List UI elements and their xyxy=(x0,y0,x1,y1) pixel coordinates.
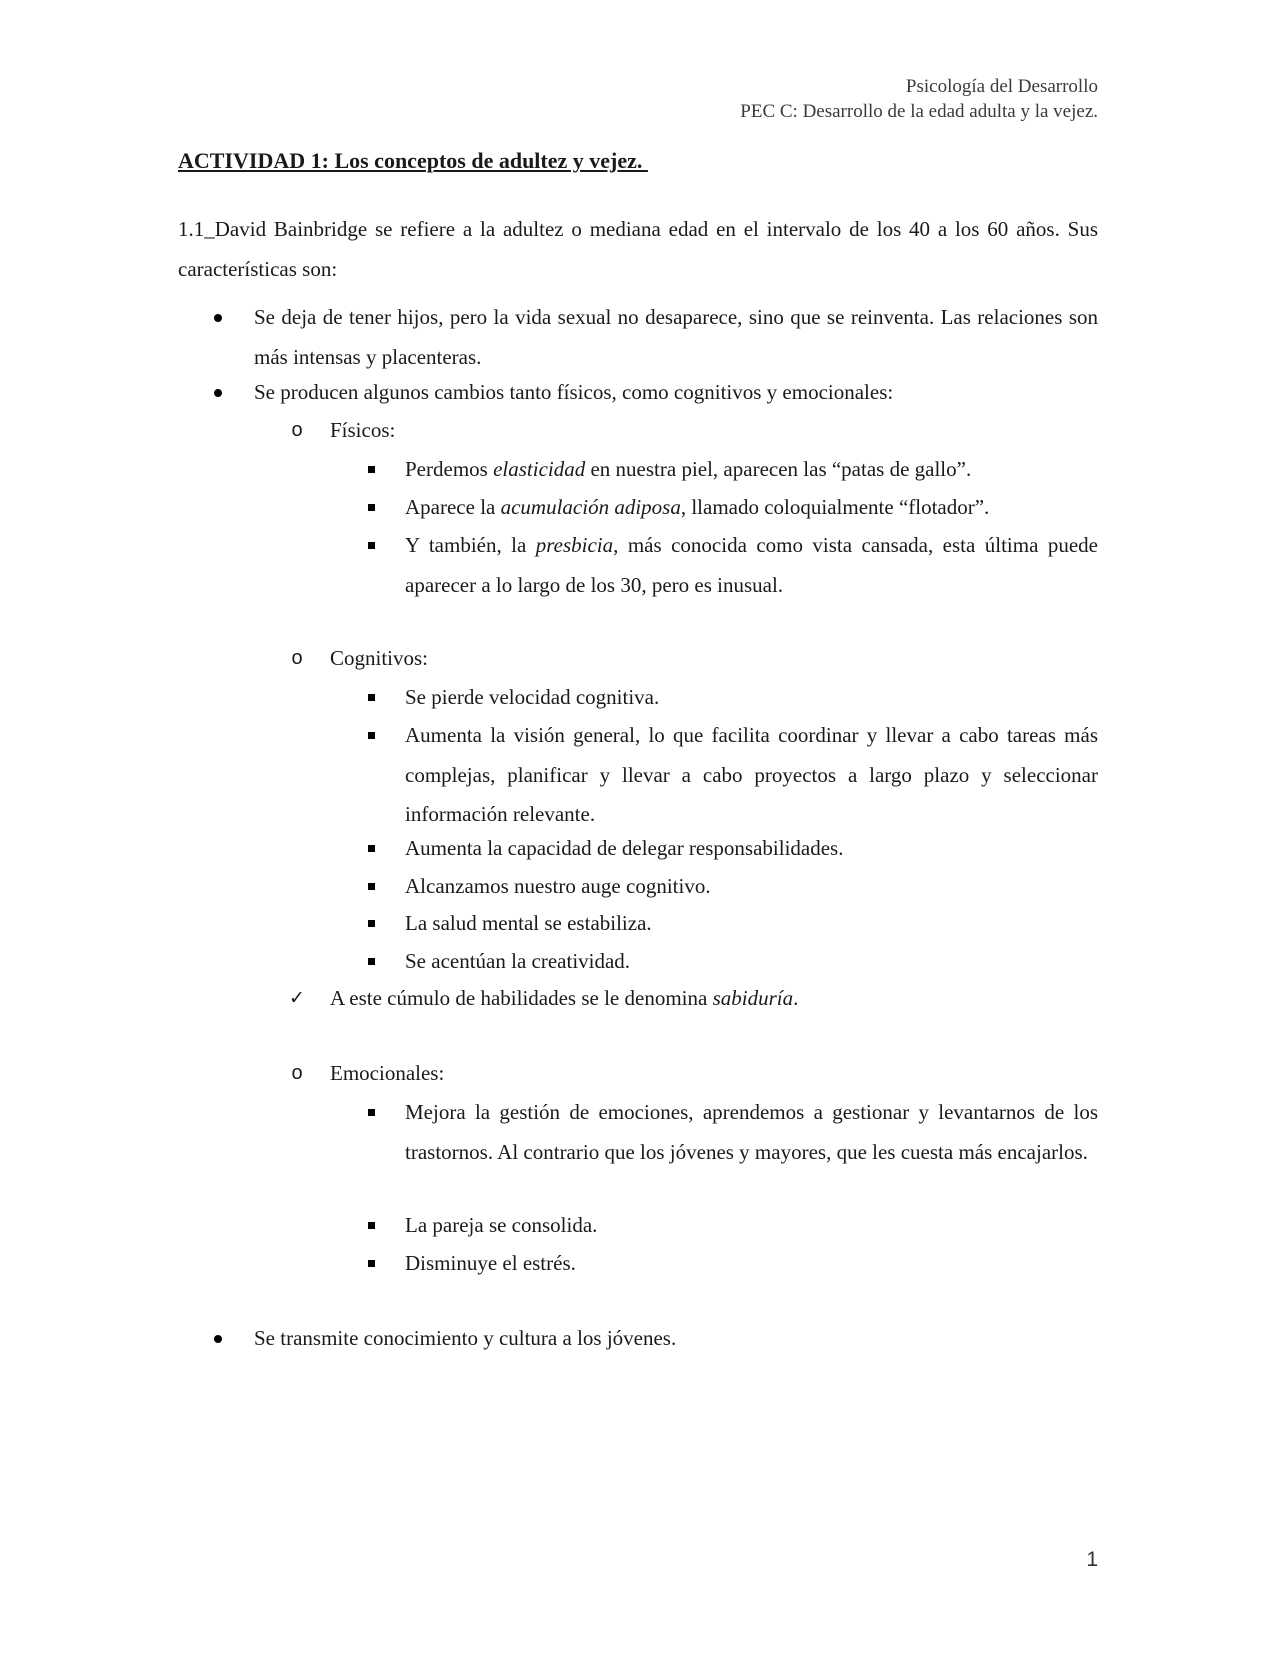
activity-title: ACTIVIDAD 1: Los conceptos de adultez y vejez. xyxy=(178,148,648,173)
sub-bullet-circle-icon: o xyxy=(291,419,303,441)
bullet-item: Se transmite conocimiento y cultura a los jóvenes. xyxy=(254,1326,677,1350)
list-item: Se pierde velocidad cognitiva. xyxy=(405,685,660,709)
page-number: 1 xyxy=(1086,1548,1098,1571)
subheading-fisicos: Físicos: xyxy=(330,418,396,442)
checkmark-icon: ✓ xyxy=(289,987,305,1009)
list-item: Mejora la gestión de emociones, aprendemos a gestionar y levantarnos de los trastornos. Al contrario que los jóvenes y mayores, que les cuesta más encajarlos. xyxy=(405,1100,1098,1164)
sub-bullet-circle-icon: o xyxy=(291,1062,303,1084)
sub-bullet-circle-icon: o xyxy=(291,647,303,669)
bullet-item: Se deja de tener hijos, pero la vida sexual no desaparece, sino que se reinventa. Las relaciones son más intensas y placenteras. xyxy=(254,305,1098,369)
list-item: La pareja se consolida. xyxy=(405,1213,598,1237)
subheading-emocionales: Emocionales: xyxy=(330,1061,445,1085)
list-item: Y también, la presbicia, más conocida como vista cansada, esta última puede aparecer a lo largo de los 30, pero es inusual. xyxy=(405,533,1098,597)
list-item: Aumenta la visión general, lo que facilita coordinar y llevar a cabo tareas más complejas, planificar y llevar a cabo proyectos a largo plazo y seleccionar información relevante. xyxy=(405,723,1098,826)
header-assignment: PEC C: Desarrollo de la edad adulta y la vejez. xyxy=(740,101,1098,122)
list-item: Aparece la acumulación adiposa, llamado coloquialmente “flotador”. xyxy=(405,495,990,519)
summary-check-item: A este cúmulo de habilidades se le denomina sabiduría. xyxy=(330,986,799,1010)
bullet-item: Se producen algunos cambios tanto físicos, como cognitivos y emocionales: xyxy=(254,380,894,404)
list-item: La salud mental se estabiliza. xyxy=(405,911,652,935)
page-header xyxy=(740,74,1098,124)
subheading-cognitivos: Cognitivos: xyxy=(330,646,429,670)
list-item: Alcanzamos nuestro auge cognitivo. xyxy=(405,874,711,898)
list-item: Aumenta la capacidad de delegar responsabilidades. xyxy=(405,836,844,860)
intro-paragraph: 1.1_David Bainbridge se refiere a la adultez o mediana edad en el intervalo de los 40 a los 60 años. Sus características son: xyxy=(178,217,1098,281)
list-item: Se acentúan la creatividad. xyxy=(405,949,631,973)
list-item: Perdemos elasticidad en nuestra piel, aparecen las “patas de gallo”. xyxy=(405,457,972,481)
list-item: Disminuye el estrés. xyxy=(405,1251,576,1275)
header-course: Psicología del Desarrollo xyxy=(905,76,1098,97)
